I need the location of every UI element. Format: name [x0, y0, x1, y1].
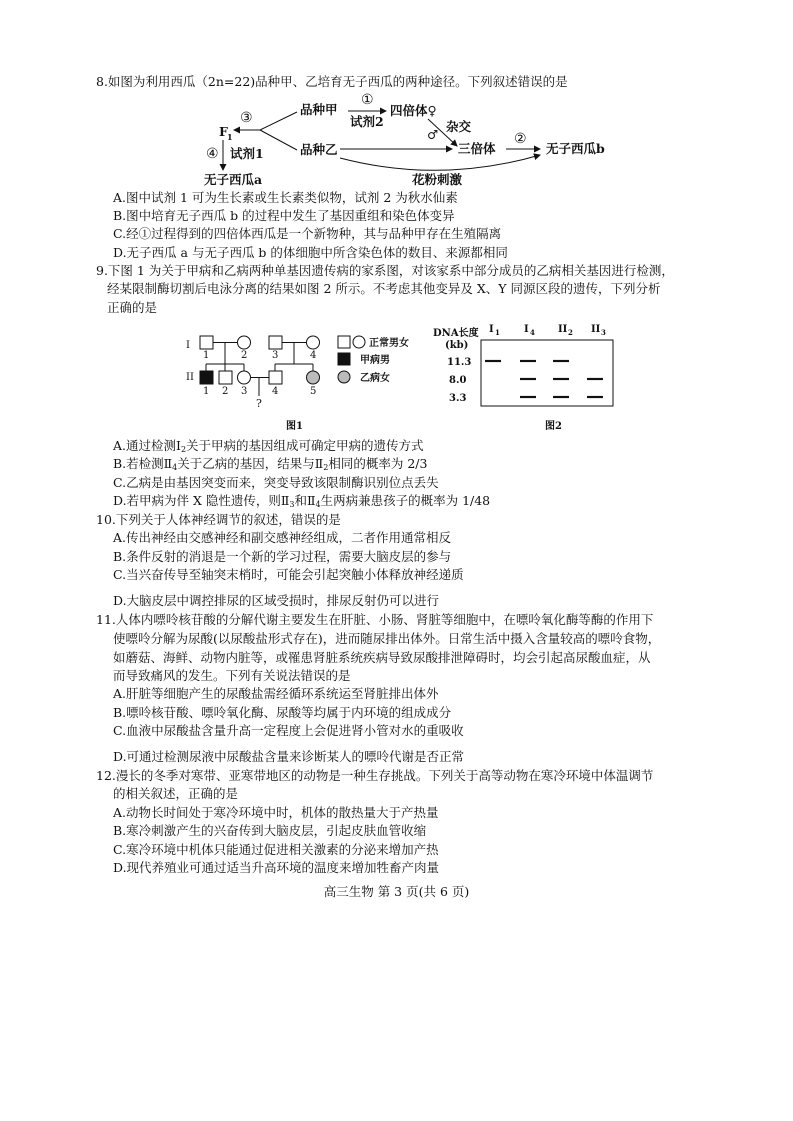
gen1-number-3: 3: [272, 350, 279, 361]
gen2-number-3: 3: [241, 386, 248, 397]
legend-disease-b-female: [338, 371, 350, 383]
q8-breeding-diagram: [0, 92, 793, 188]
q12-option-a: A.动物长时间处于寒冷环境中时，机体的散热量大于产热量: [113, 805, 439, 820]
q12-option-b: B.寒冷刺激产生的兴奋传到大脑皮层，引起皮肤血管收缩: [113, 823, 427, 838]
q12-option-c: C.寒冷环境中机体只能通过促进相关激素的分泌来增加产热: [113, 842, 439, 857]
gen-label-1: I: [186, 340, 190, 351]
size-label-11-3: 11.3: [447, 357, 472, 368]
q9-option-a: A.通过检测$Ⅰ_2$关于甲病的基因组成可确定甲病的遗传方式: [113, 438, 424, 454]
q11-stem-line1: 11.人体内嘌呤核苷酸的分解代谢主要发生在肝脏、小肠、肾脏等细胞中，在嘌呤氧化酶等酶的作用下: [96, 612, 654, 627]
q9-electrophoresis-figure: [425, 318, 625, 436]
lane-label-3: II: [558, 324, 568, 335]
q8-option-c: C.经①过程得到的四倍体西瓜是一个新物种，其与品种甲存在生殖隔离: [113, 226, 502, 241]
lane-sub-2: 4: [530, 328, 535, 337]
label-tetraploid: 四倍体♀: [390, 103, 437, 118]
I1-male: [200, 336, 213, 349]
label-seedless-a: 无子西瓜a: [204, 172, 263, 187]
q9-option-d: D.若甲病为伴 X 隐性遗传，则$Ⅱ_3$和$Ⅱ_4$生两病兼患孩子的概率为 1/48: [113, 493, 491, 509]
lane-sub-4: 3: [601, 328, 606, 337]
q9-stem-line1: 9.下图 1 为关于甲病和乙病两种单基因遗传病的家系图，对该家系中部分成员的乙病相关基因进行检测，: [96, 263, 674, 278]
label-triploid: 三倍体: [458, 141, 496, 156]
step-2-num: ②: [514, 131, 527, 147]
II2-male: [219, 371, 232, 384]
gen-label-2: II: [186, 372, 194, 383]
fig1-caption: 图1: [286, 421, 303, 432]
q11-stem-line4: 而导致痛风的发生。下列有关说法错误的是: [113, 668, 351, 683]
q9-option-b: B.若检测$Ⅱ_4$关于乙病的基因，结果与$Ⅱ_2$相同的概率为 2/3: [113, 456, 428, 472]
lane-label-4: II: [591, 324, 601, 335]
legend-normal: 正常男女: [369, 338, 409, 349]
I3-male: [269, 336, 282, 349]
label-pollen: 花粉刺激: [412, 172, 463, 187]
label-f1: F: [219, 124, 228, 139]
q11-stem-line2: 使嘌呤分解为尿酸(以尿酸盐形式存在)，进而随尿排出体外。日常生活中摄入含量较高的嘌呤食物，: [113, 631, 661, 646]
legend-normal-male: [338, 336, 350, 348]
fork-lower: [260, 130, 297, 150]
fig2-ylabel-line2: (kb): [445, 340, 469, 351]
label-variety-a: 品种甲: [300, 102, 338, 117]
q12-stem-line1: 12.漫长的冬季对寒带、亚寒带地区的动物是一种生存挑战。下列关于高等动物在寒冷环境中体温调节: [96, 768, 654, 783]
step-4-num: ④: [206, 146, 219, 162]
gen1-number-4: 4: [310, 350, 317, 361]
I2-female: [238, 336, 251, 349]
label-seedless-b: 无子西瓜b: [546, 141, 605, 156]
legend-disease-a-male: [338, 353, 350, 365]
label-variety-b: 品种乙: [300, 142, 338, 157]
lane-sub-3: 2: [568, 328, 573, 337]
gen2-number-4: 4: [272, 386, 279, 397]
II1-male-affected-a: [200, 371, 213, 384]
q9-stem-line3: 正确的是: [107, 300, 158, 315]
fork-upper: [260, 112, 297, 130]
q8-option-a: A.图中试剂 1 可为生长素或生长素类似物，试剂 2 为秋水仙素: [113, 190, 458, 205]
label-male: ♂: [427, 127, 439, 142]
lane-label-2: I: [524, 324, 529, 335]
q11-option-d: D.可通过检测尿液中尿酸盐含量来诊断某人的嘌呤代谢是否正常: [113, 749, 465, 764]
q9-stem-line2: 经某限制酶切割后电泳分离的结果如图 2 所示。不考虑其他变异及 X、Y 同源区段的遗传，下列分析: [107, 281, 661, 296]
fig2-ylabel-line1: DNA长度: [433, 328, 479, 339]
q11-option-b: B.嘌呤核苷酸、嘌呤氧化酶、尿酸等均属于内环境的组成成分: [113, 705, 452, 720]
q10-option-a: A.传出神经由交感神经和副交感神经组成，二者作用通常相反: [113, 530, 452, 545]
gen2-number-2: 2: [222, 386, 229, 397]
unknown-child: ?: [256, 397, 262, 410]
page-footer: 高三生物 第 3 页(共 6 页): [323, 884, 470, 899]
label-f1-sub: 1: [227, 132, 233, 142]
gen2-number-1: 1: [203, 386, 210, 397]
q11-stem-line3: 如蘑菇、海鲜、动物内脏等，或罹患肾脏系统疾病导致尿酸排泄障碍时，均会引起高尿酸血症，从: [113, 650, 651, 665]
q12-option-d: D.现代养殖业可通过适当升高环境的温度来增加牲畜产肉量: [113, 860, 440, 875]
lane-sub-1: 1: [495, 328, 500, 337]
q12-stem-line2: 的相关叙述，正确的是: [113, 786, 239, 801]
step-1-num: ①: [361, 92, 374, 108]
gen1-number-2: 2: [241, 350, 248, 361]
q10-stem: 10.下列关于人体神经调节的叙述，错误的是: [96, 512, 341, 527]
legend-disease-b: 乙病女: [360, 373, 390, 384]
q11-option-c: C.血液中尿酸盐含量升高一定程度上会促进肾小管对水的重吸收: [113, 723, 464, 738]
q10-option-d: D.大脑皮层中调控排尿的区域受损时，排尿反射仍可以进行: [113, 593, 440, 608]
gen2-number-5: 5: [310, 386, 317, 397]
II5-female-affected-b: [307, 371, 320, 384]
label-reagent-1: 试剂1: [230, 146, 264, 161]
q9-option-c: C.乙病是由基因突变而来，突变导致该限制酶识别位点丢失: [113, 475, 439, 490]
arrow-pollen: [340, 155, 540, 170]
q11-option-a: A.肝脏等细胞产生的尿酸盐需经循环系统运至肾脏排出体外: [113, 686, 439, 701]
I4-female: [307, 336, 320, 349]
q8-option-b: B.图中培育无子西瓜 b 的过程中发生了基因重组和染色体变异: [113, 208, 455, 223]
q8-stem: 8.如图为利用西瓜（2n=22)品种甲、乙培育无子西瓜的两种途径。下列叙述错误的是: [96, 74, 568, 89]
q8-option-d: D.无子西瓜 a 与无子西瓜 b 的体细胞中所含染色体的数目、来源都相同: [113, 245, 508, 260]
legend-normal-female: [353, 336, 365, 348]
II3-female: [238, 371, 251, 384]
step-3-num: ③: [240, 110, 253, 126]
legend-disease-a: 甲病男: [360, 355, 390, 366]
lane-label-1: I: [489, 324, 494, 335]
fig2-caption: 图2: [545, 421, 562, 432]
label-reagent-2: 试剂2: [350, 114, 384, 129]
label-cross: 杂交: [446, 119, 472, 134]
size-label-8-0: 8.0: [449, 375, 467, 386]
gen1-number-1: 1: [203, 350, 210, 361]
q10-option-c: C.当兴奋传导至轴突末梢时，可能会引起突触小体释放神经递质: [113, 567, 464, 582]
II4-male: [269, 371, 282, 384]
q10-option-b: B.条件反射的消退是一个新的学习过程，需要大脑皮层的参与: [113, 549, 452, 564]
size-label-3-3: 3.3: [449, 393, 467, 404]
